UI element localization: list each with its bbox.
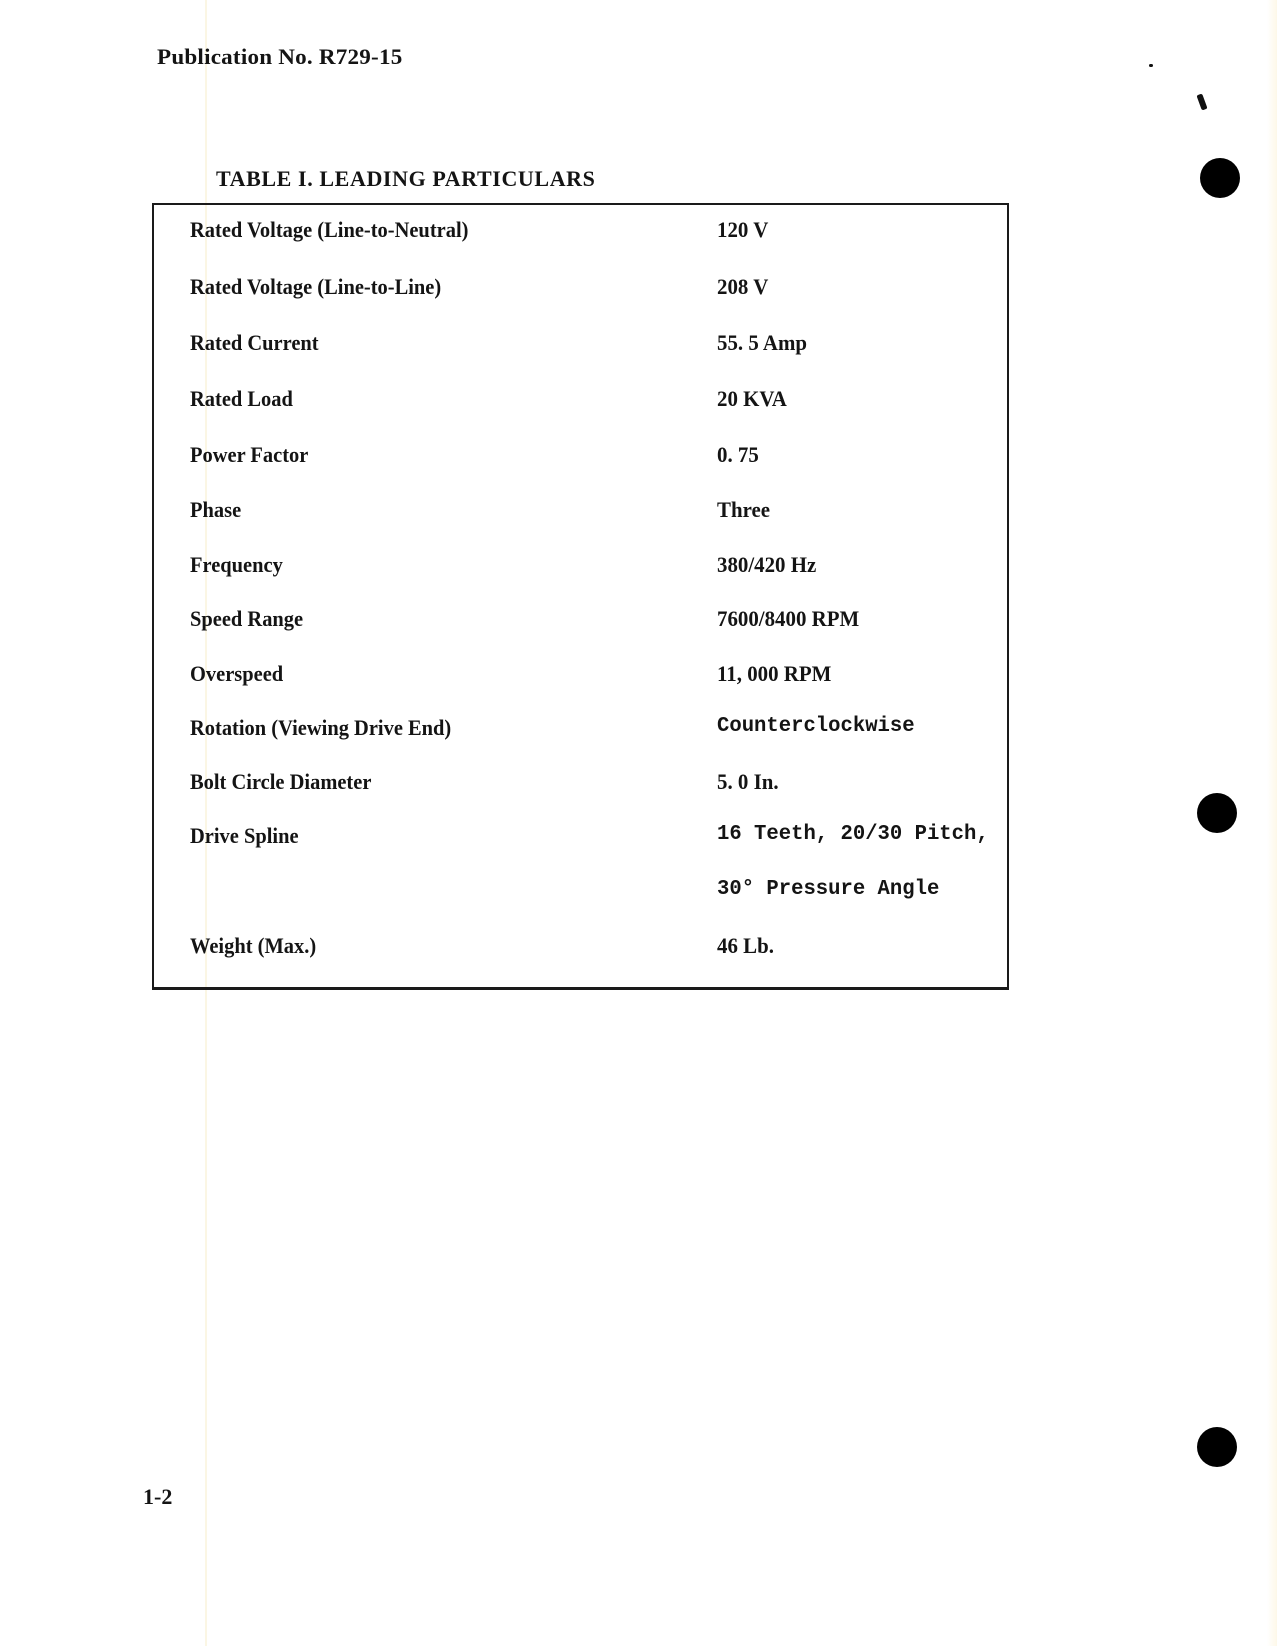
row-label: Rated Current xyxy=(190,330,319,355)
row-label: Overspeed xyxy=(190,661,284,686)
table-title: TABLE I. LEADING PARTICULARS xyxy=(216,166,596,191)
table-row xyxy=(154,497,1007,537)
table-row xyxy=(154,606,1007,646)
row-value: 0. 75 xyxy=(717,442,759,467)
table-row xyxy=(154,217,1007,257)
scan-edge-shading xyxy=(1267,0,1277,1646)
row-label: Phase xyxy=(190,497,242,522)
leading-particulars-table xyxy=(152,203,1009,990)
table-row xyxy=(154,878,1007,918)
row-value: 208 V xyxy=(717,274,769,299)
row-value: 20 KVA xyxy=(717,386,787,411)
binder-hole-icon xyxy=(1200,158,1240,198)
page-number: 1-2 xyxy=(143,1484,173,1509)
row-label: Drive Spline xyxy=(190,823,299,848)
table-row xyxy=(154,330,1007,370)
row-value: 380/420 Hz xyxy=(717,552,817,577)
table-row xyxy=(154,769,1007,809)
row-value: 5. 0 In. xyxy=(717,769,779,794)
row-label: Speed Range xyxy=(190,606,304,631)
row-label: Power Factor xyxy=(190,442,309,467)
table-row xyxy=(154,933,1007,973)
row-value: 7600/8400 RPM xyxy=(717,606,860,631)
row-label: Bolt Circle Diameter xyxy=(190,769,372,794)
publication-number: Publication No. R729-15 xyxy=(157,44,403,69)
row-label: Rated Voltage (Line-to-Line) xyxy=(190,274,442,299)
table-row xyxy=(154,274,1007,314)
row-value: 11, 000 RPM xyxy=(717,661,832,686)
table-row xyxy=(154,661,1007,701)
table-row xyxy=(154,552,1007,592)
scan-speck xyxy=(1149,64,1153,67)
row-label: Weight (Max.) xyxy=(190,933,317,958)
binder-hole-icon xyxy=(1197,1427,1237,1467)
table-row xyxy=(154,823,1007,863)
row-value: 46 Lb. xyxy=(717,933,774,958)
row-value: Counterclockwise xyxy=(717,715,915,738)
table-row xyxy=(154,442,1007,482)
table-row xyxy=(154,715,1007,755)
row-label: Rated Load xyxy=(190,386,293,411)
row-label: Rated Voltage (Line-to-Neutral) xyxy=(190,217,469,242)
row-value: 55. 5 Amp xyxy=(717,330,808,355)
binder-hole-icon xyxy=(1197,793,1237,833)
row-label: Frequency xyxy=(190,552,283,577)
row-label: Rotation (Viewing Drive End) xyxy=(190,715,452,740)
row-value: 120 V xyxy=(717,217,769,242)
row-value: Three xyxy=(717,497,771,522)
table-row xyxy=(154,386,1007,426)
scan-speck xyxy=(1196,93,1207,110)
row-value: 16 Teeth, 20/30 Pitch, xyxy=(717,823,989,846)
row-value: 30° Pressure Angle xyxy=(717,878,940,901)
